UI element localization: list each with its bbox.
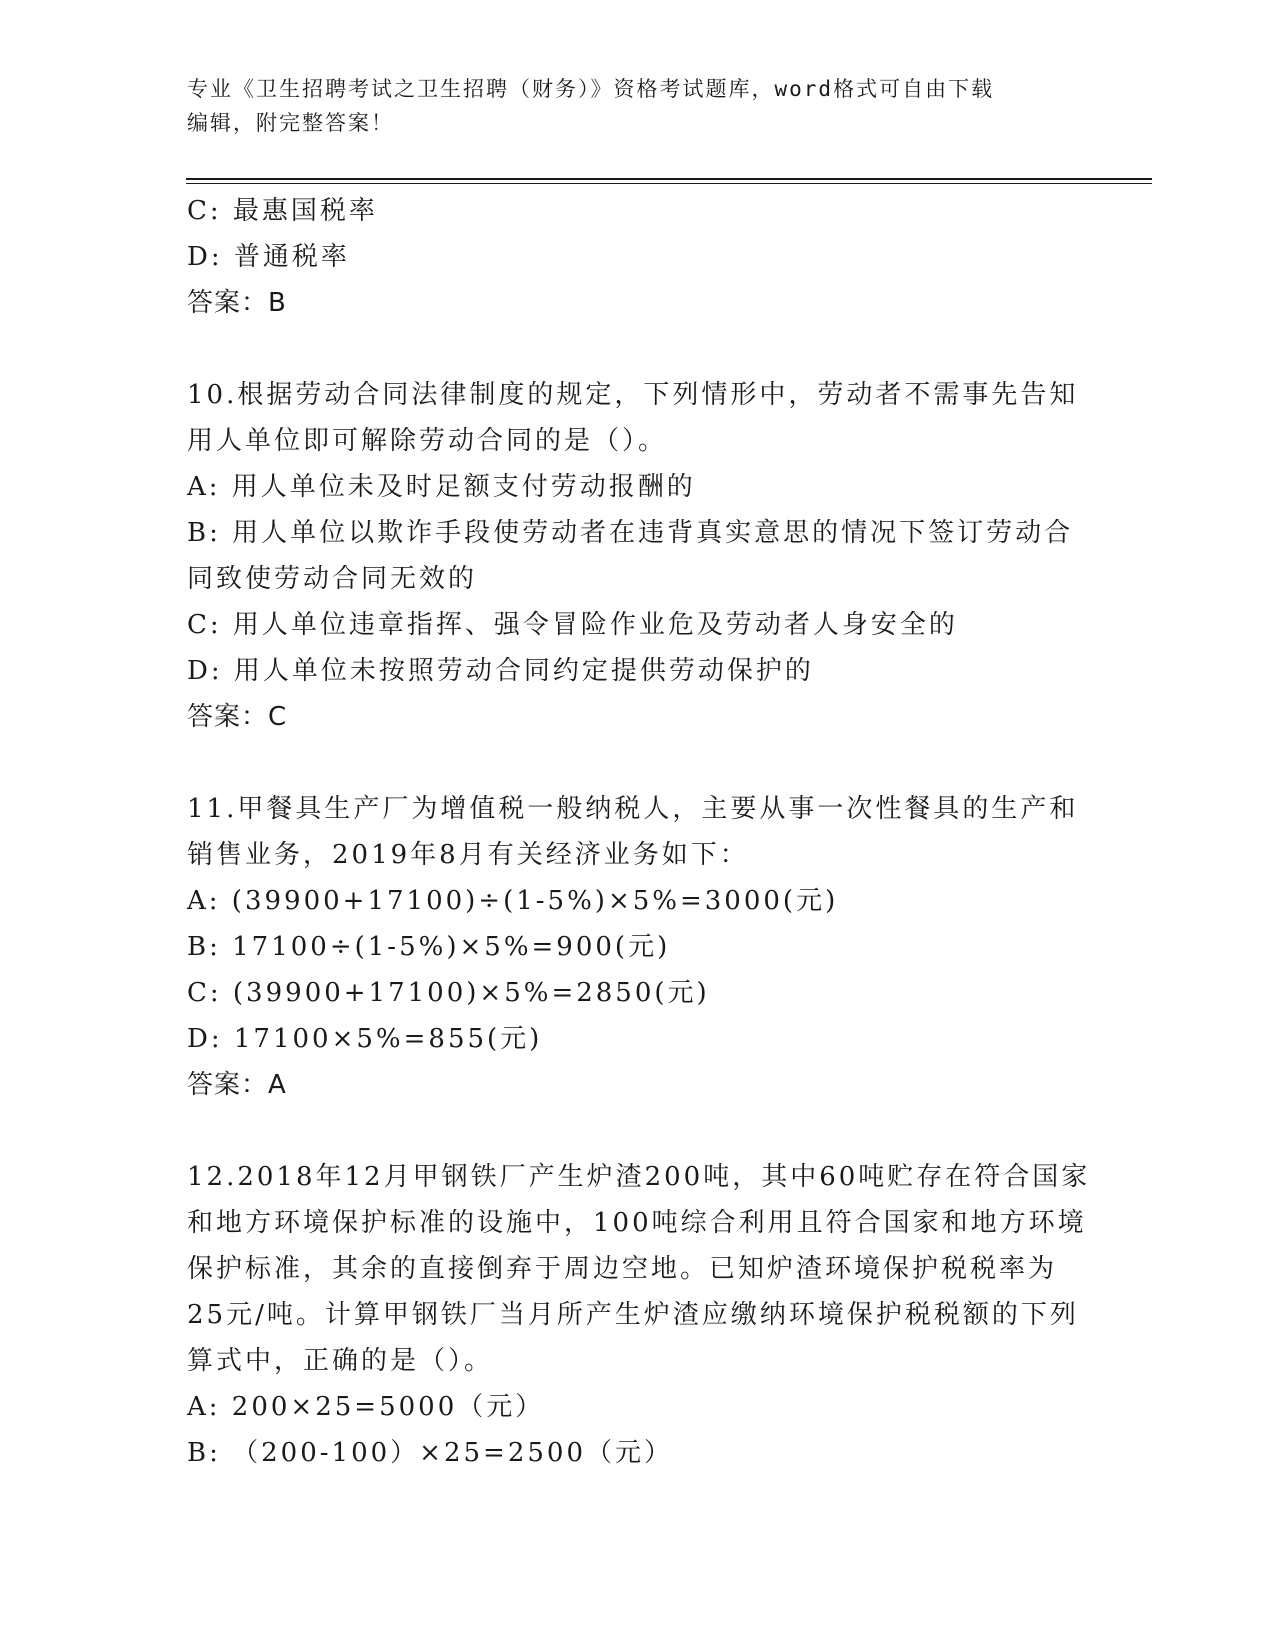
answer-label: 答案：C bbox=[187, 702, 288, 732]
option-a: A: 用人单位未及时足额支付劳动报酬的 bbox=[187, 472, 696, 502]
question-10 bbox=[187, 372, 1087, 740]
question-stem: 保护标准，其余的直接倒弃于周边空地。已知炉渣环境保护税税率为 bbox=[187, 1254, 1058, 1284]
header-divider-thin bbox=[186, 183, 1152, 184]
document-header bbox=[187, 72, 1067, 140]
question-stem: 用人单位即可解除劳动合同的是（）。 bbox=[187, 426, 668, 456]
option-d: D: 用人单位未按照劳动合同约定提供劳动保护的 bbox=[187, 656, 814, 686]
header-divider-thick bbox=[186, 178, 1152, 180]
option-a: A: (39900+17100)÷(1-5%)×5%=3000(元) bbox=[187, 886, 839, 916]
answer-label: 答案：A bbox=[187, 1070, 287, 1100]
question-stem: 11.甲餐具生产厂为增值税一般纳税人，主要从事一次性餐具的生产和 bbox=[187, 794, 1079, 824]
question-stem: 和地方环境保护标准的设施中，100吨综合利用且符合国家和地方环境 bbox=[187, 1208, 1087, 1238]
option-c: C: (39900+17100)×5%=2850(元) bbox=[187, 978, 710, 1008]
answer-label: 答案：B bbox=[187, 288, 287, 318]
question-stem: 12.2018年12月甲钢铁厂产生炉渣200吨，其中60吨贮存在符合国家 bbox=[187, 1162, 1091, 1192]
option-b: B: 用人单位以欺诈手段使劳动者在违背真实意思的情况下签订劳动合 bbox=[187, 518, 1074, 548]
option-d: D: 普通税率 bbox=[187, 242, 350, 272]
spacer bbox=[187, 1108, 1087, 1154]
question-stem: 销售业务，2019年8月有关经济业务如下： bbox=[187, 840, 749, 870]
question-12 bbox=[187, 1154, 1091, 1476]
option-b: B: 17100÷(1-5%)×5%=900(元) bbox=[187, 932, 671, 962]
spacer bbox=[187, 740, 1087, 786]
header-line-1: 专业《卫生招聘考试之卫生招聘（财务）》资格考试题库，word格式可自由下载 bbox=[187, 77, 995, 101]
question-stem: 算式中，正确的是（）。 bbox=[187, 1346, 494, 1376]
spacer bbox=[187, 326, 1087, 372]
question-11 bbox=[187, 786, 1087, 1108]
question-stem: 25元/吨。计算甲钢铁厂当月所产生炉渣应缴纳环境保护税税额的下列 bbox=[187, 1300, 1079, 1330]
header-line-2: 编辑，附完整答案！ bbox=[187, 111, 394, 135]
question-9-tail bbox=[187, 188, 1087, 326]
option-d: D: 17100×5%=855(元) bbox=[187, 1024, 543, 1054]
option-b-continued: 同致使劳动合同无效的 bbox=[187, 564, 478, 594]
option-c: C: 用人单位违章指挥、强令冒险作业危及劳动者人身安全的 bbox=[187, 610, 958, 640]
option-c: C: 最惠国税率 bbox=[187, 196, 378, 226]
option-b: B: （200-100）×25=2500（元） bbox=[187, 1438, 673, 1468]
question-stem: 10.根据劳动合同法律制度的规定，下列情形中，劳动者不需事先告知 bbox=[187, 380, 1079, 410]
option-a: A: 200×25=5000（元） bbox=[187, 1392, 545, 1422]
document-body bbox=[187, 188, 1091, 1476]
